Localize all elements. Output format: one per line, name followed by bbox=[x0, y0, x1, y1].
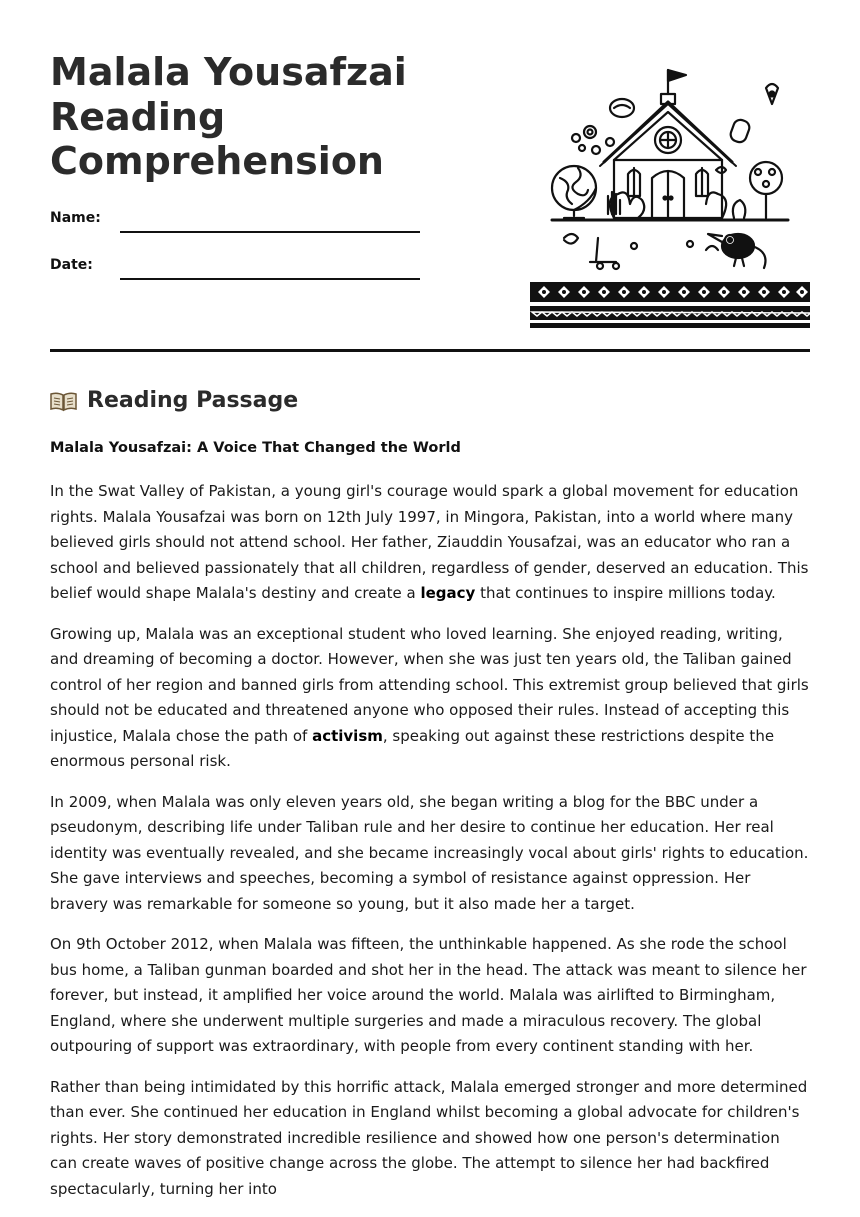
vocabulary-word: legacy bbox=[420, 584, 476, 602]
worksheet-page bbox=[50, 0, 810, 1198]
decorative-pattern-band bbox=[530, 282, 810, 328]
date-field[interactable] bbox=[50, 255, 420, 279]
passage-paragraph: Rather than being intimidated by this horrific attack, Malala emerged stronger and more determined than ever. She continued her education in England whilst becoming a global advocate for children's rights. Her story demonstrated incredible resilience and showed how one person's determination can create waves of positive change across the globe. The attempt to silence her had backfired spectacularly, turning her into bbox=[50, 1077, 808, 1198]
passage-paragraph bbox=[50, 479, 810, 607]
passage-paragraph: On 9th October 2012, when Malala was fifteen, the unthinkable happened. As she rode the school bus home, a Taliban gunman boarded and shot her in the head. The attack was meant to silence her forever, but instead, it amplified her voice around the world. Malala was airlifted to Birmingham, England, where she underwent multiple surgeries and made a miraculous recovery. The global outpouring of support was extraordinary, with people from every continent standing with her. bbox=[50, 935, 807, 1055]
paragraph-text: In the Swat Valley of Pakistan, a young girl's courage would spark a global movement for education rights. Malala Yousafzai was born on 12th July 1997, in Mingora, Pakistan, into a world where many believed girls should not attend school. Her father, Ziauddin Yousafzai, was an educator who ran a school and believed passionately that all children, regardless of gender, deserved an education. This belief would shape Malala's destiny and create a bbox=[50, 482, 809, 602]
worksheet-title bbox=[50, 50, 470, 184]
name-line[interactable] bbox=[120, 231, 420, 233]
title-line: Comprehension bbox=[50, 139, 384, 183]
passage-paragraph bbox=[50, 622, 810, 775]
passage-title: Malala Yousafzai: A Voice That Changed the World bbox=[50, 440, 461, 456]
paragraph-text: Growing up, Malala was an exceptional student who loved learning. She enjoyed reading, writing, and dreaming of becoming a doctor. However, when she was just ten years old, the Taliban gained control of her region and banned girls from attending school. This extremist group believed that girls should not be educated and threatened anyone who opposed their rules. Instead of accepting this injustice, Malala chose the path of bbox=[50, 624, 809, 745]
name-field[interactable] bbox=[50, 208, 420, 232]
date-line[interactable] bbox=[120, 278, 420, 280]
title-line: Reading bbox=[50, 94, 226, 139]
vocabulary-word: activism bbox=[312, 726, 383, 745]
section-heading-text: Reading Passage bbox=[87, 388, 299, 413]
reading-passage bbox=[50, 479, 810, 1217]
section-heading bbox=[50, 388, 298, 413]
worksheet-header bbox=[50, 0, 810, 352]
open-book-icon bbox=[50, 390, 77, 412]
date-label: Date: bbox=[50, 257, 93, 273]
school-doodle-illustration bbox=[530, 60, 810, 332]
passage-paragraph: In 2009, when Malala was only eleven years old, she began writing a blog for the BBC under a pseudonym, describing life under Taliban rule and her desire to continue her education. Her real identity was eventually revealed, and she became increasingly vocal about girls' rights to education. She gave interviews and speeches, becoming a symbol of resistance against oppression. Her bravery was remarkable for someone so young, but it also made her a target. bbox=[50, 792, 809, 913]
name-label: Name: bbox=[50, 210, 101, 226]
title-line: Malala Yousafzai bbox=[50, 50, 407, 94]
paragraph-text: that continues to inspire millions today. bbox=[475, 584, 776, 602]
paragraph-text: , speaking out against these restrictions despite the enormous personal risk. bbox=[50, 726, 775, 770]
